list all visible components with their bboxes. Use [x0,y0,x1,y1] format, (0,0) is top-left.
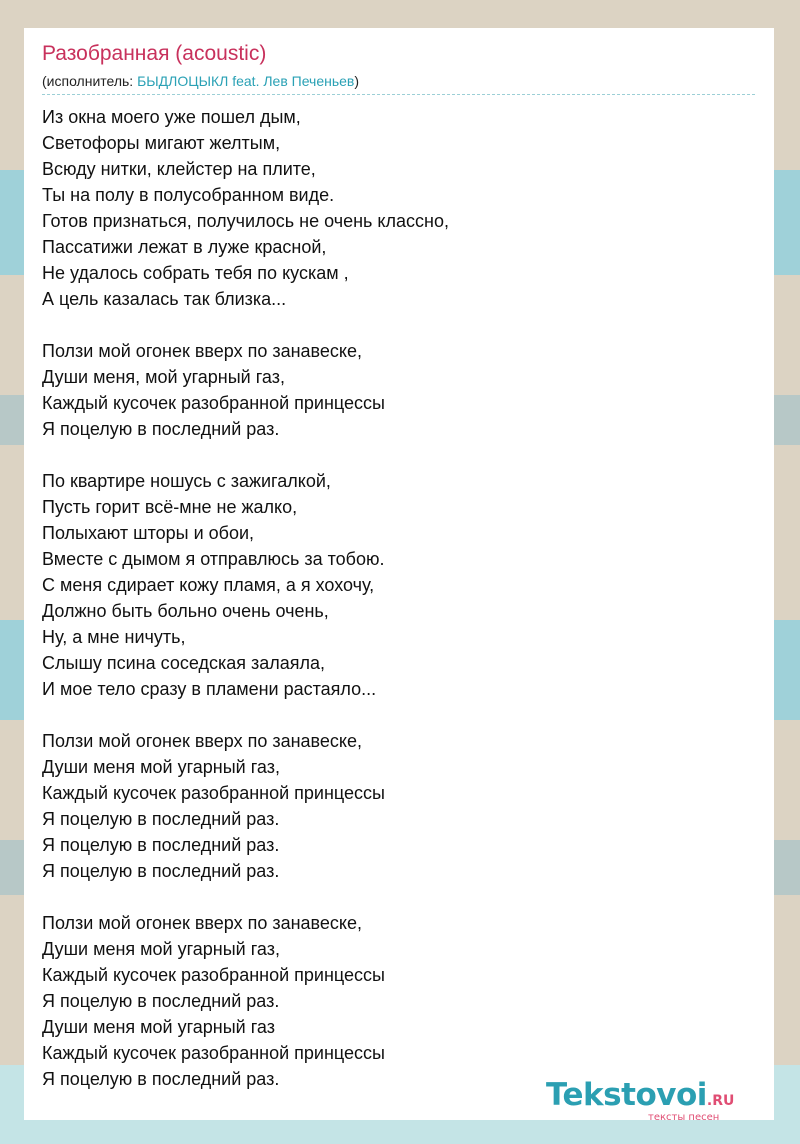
lyrics-stanza [42,910,449,1092]
lyric-line: Пусть горит всё-мне не жалко, [42,497,298,517]
lyric-line: Я поцелую в последний раз. [42,419,280,439]
lyric-line: Каждый кусочек разобранной принцессы [42,783,385,803]
lyric-line: Из окна моего уже пошел дым, [42,107,301,127]
logo-tagline: тексты песен [648,1112,720,1123]
lyric-line: Я поцелую в последний раз. [42,1069,280,1089]
lyrics-stanza [42,468,449,702]
lyric-line: Ползи мой огонек вверх по занавеске, [42,731,363,751]
lyric-line: Я поцелую в последний раз. [42,991,280,1011]
lyric-line: Ты на полу в полусобранном виде. [42,185,335,205]
site-logo[interactable] [546,1077,734,1113]
lyric-line: Не удалось собрать тебя по кускам , [42,263,349,283]
lyric-line: Я поцелую в последний раз. [42,861,280,881]
lyric-line: А цель казалась так близка... [42,289,287,309]
lyric-line: Души меня мой угарный газ [42,1017,275,1037]
lyric-line: Души меня мой угарный газ, [42,939,280,959]
lyric-line: Всюду нитки, клейстер на плите, [42,159,316,179]
logo-domain: .RU [706,1093,735,1109]
lyric-line: По квартире ношусь с зажигалкой, [42,471,331,491]
lyric-line: Ползи мой огонек вверх по занавеске, [42,913,363,933]
lyric-line: Каждый кусочек разобранной принцессы [42,1043,385,1063]
lyric-line: И мое тело сразу в пламени растаяло... [42,679,377,699]
lyric-line: Души меня мой угарный газ, [42,757,280,777]
lyric-line: Каждый кусочек разобранной принцессы [42,965,385,985]
artist-line [42,73,359,89]
lyric-line: Ползи мой огонек вверх по занавеске, [42,341,363,361]
lyrics-body [42,104,449,1118]
logo-text: Tekstovoi [546,1077,707,1113]
lyric-line: Я поцелую в последний раз. [42,809,280,829]
lyric-line: Души меня, мой угарный газ, [42,367,285,387]
lyric-line: Полыхают шторы и обои, [42,523,255,543]
lyric-line: Пассатижи лежат в луже красной, [42,237,327,257]
artist-prefix: (исполнитель: [42,73,138,89]
lyric-line: Вместе с дымом я отправлюсь за тобою. [42,549,385,569]
song-title: Разобранная (acoustic) [42,42,267,65]
lyrics-stanza [42,728,449,884]
lyric-line: Каждый кусочек разобранной принцессы [42,393,385,413]
lyric-line: Я поцелую в последний раз. [42,835,280,855]
lyrics-stanza [42,338,449,442]
lyric-line: Светофоры мигают желтым, [42,133,281,153]
artist-link[interactable]: БЫДЛОЦЫКЛ feat. Лев Печеньев [137,73,355,89]
lyric-line: Ну, а мне ничуть, [42,627,186,647]
lyrics-card [24,28,774,1120]
title-divider [42,94,755,95]
lyric-line: Слышу псина соседская залаяла, [42,653,326,673]
lyric-line: Готов признаться, получилось не очень классно, [42,211,449,231]
artist-suffix: ) [354,73,360,89]
lyric-line: С меня сдирает кожу пламя, а я хохочу, [42,575,375,595]
lyrics-stanza [42,104,449,312]
lyric-line: Должно быть больно очень очень, [42,601,329,621]
